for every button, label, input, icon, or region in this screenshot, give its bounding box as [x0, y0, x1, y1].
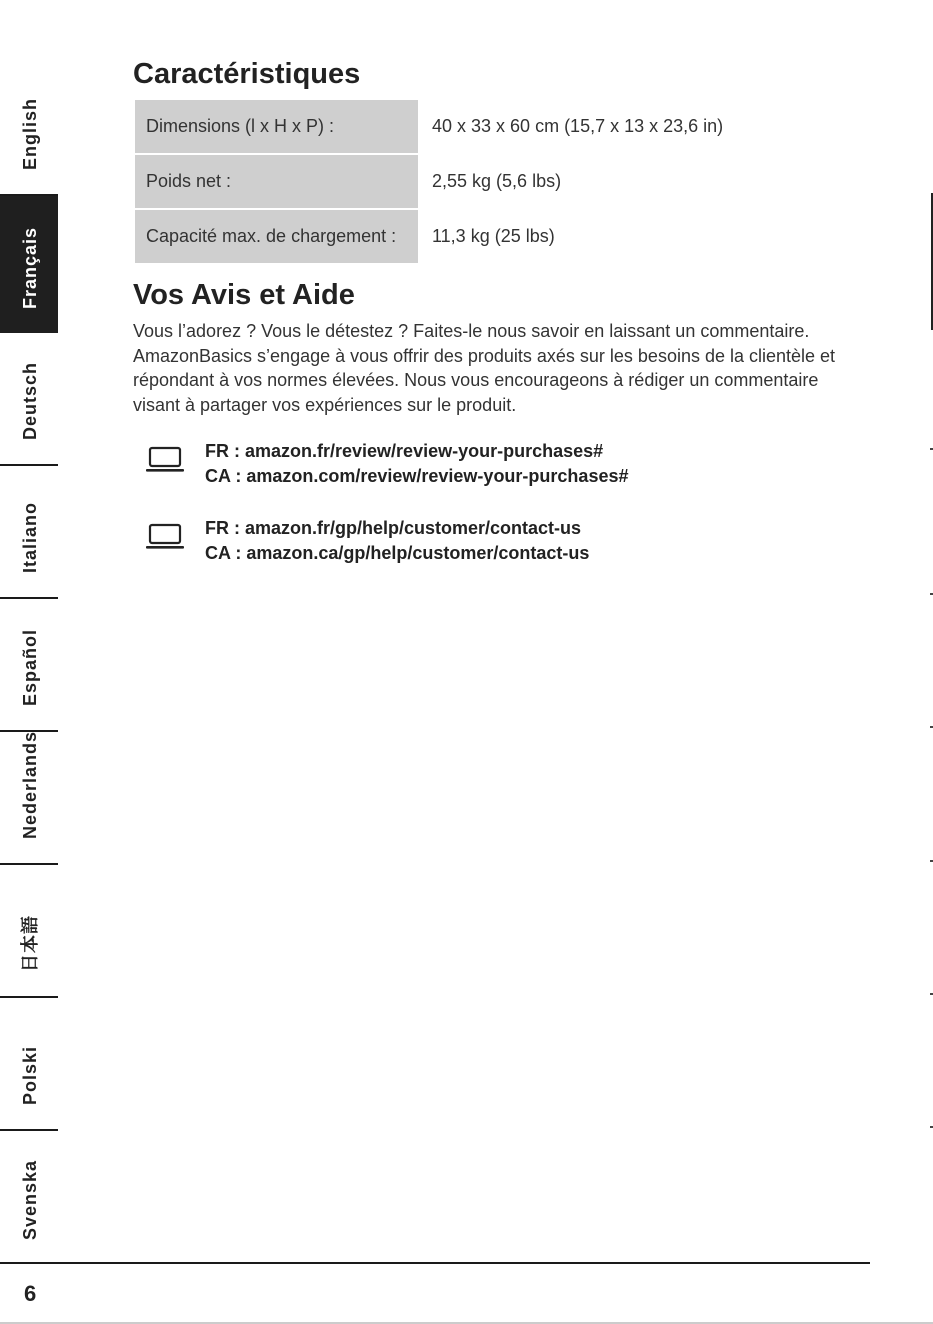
lang-tab-label: Italiano — [20, 501, 40, 573]
specs-title: Caractéristiques — [133, 58, 361, 90]
review-link-ca[interactable]: CA : amazon.com/review/review-your-purchases# — [205, 465, 629, 486]
lang-tab-label: Nederlands — [20, 730, 40, 839]
lang-tab-label: Svenska — [20, 1159, 40, 1240]
help-link-fr[interactable]: FR : amazon.fr/gp/help/customer/contact-us — [205, 518, 582, 538]
table-row — [135, 210, 723, 263]
laptop-icon — [145, 522, 185, 552]
table-row — [135, 100, 723, 153]
footer-divider — [0, 1262, 870, 1264]
language-sidebar — [0, 63, 58, 1261]
lang-tab-deutsch[interactable] — [0, 333, 58, 466]
help-link-list — [205, 516, 589, 565]
lang-tab-francais[interactable] — [0, 196, 58, 333]
help-link-ca[interactable]: CA : amazon.ca/gp/help/customer/contact-us — [205, 542, 590, 563]
lang-tab-label: Polski — [20, 1045, 40, 1105]
spec-value: 40 x 33 x 60 cm (15,7 x 13 x 23,6 in) — [432, 116, 724, 136]
lang-tab-label: Français — [20, 226, 40, 309]
specs-table — [133, 98, 725, 265]
review-links — [133, 439, 873, 488]
spec-value: 11,3 kg (25 lbs) — [432, 226, 555, 246]
review-link-fr[interactable]: FR : amazon.fr/review/review-your-purchases# — [205, 441, 604, 461]
feedback-paragraph: Vous l’adorez ? Vous le détestez ? Faites-le nous savoir en laissant un commentaire. AmazonBasics s’engage à vous offrir des produits axés sur les besoins de la clientèle et répondant à vos normes élevées. Nous vous encourageons à rédiger un commentaire visant à partager vos expériences sur le produit. — [133, 321, 836, 415]
feedback-title: Vos Avis et Aide — [133, 279, 355, 311]
lang-tab-label: Español — [20, 628, 40, 706]
page-number: 6 — [24, 1281, 37, 1306]
help-links — [133, 516, 873, 565]
lang-tab-label: Deutsch — [20, 361, 40, 440]
table-row — [135, 155, 723, 208]
lang-tab-nederlands[interactable] — [0, 732, 58, 865]
spec-label: Poids net : — [135, 155, 418, 208]
review-link-list — [205, 439, 628, 488]
lang-tab-svenska[interactable] — [0, 1131, 58, 1264]
lang-tab-polski[interactable] — [0, 998, 58, 1131]
laptop-icon — [145, 445, 185, 475]
lang-tab-label: English — [20, 97, 40, 170]
lang-tab-japanese[interactable] — [0, 865, 58, 998]
spec-value: 2,55 kg (5,6 lbs) — [432, 171, 562, 191]
main-content — [133, 56, 873, 565]
lang-tab-italiano[interactable] — [0, 466, 58, 599]
spec-label: Dimensions (l x H x P) : — [135, 100, 418, 153]
lang-tab-english[interactable] — [0, 63, 58, 196]
lang-tab-label: 日本語 — [20, 915, 40, 972]
lang-tab-espanol[interactable] — [0, 599, 58, 732]
spec-label: Capacité max. de chargement : — [135, 210, 418, 263]
